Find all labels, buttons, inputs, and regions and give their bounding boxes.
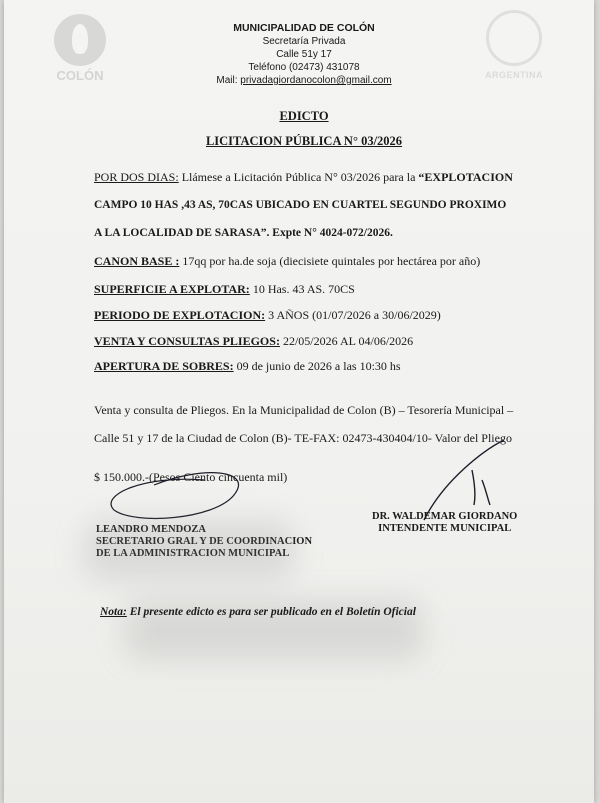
sales-line-3: $ 150.000.-(Pesos Ciento cincuenta mil) — [94, 470, 288, 484]
address: Calle 51y 17 — [276, 49, 332, 60]
intro-line-2: CAMPO 10 HAS ,43 AS, 70CAS UBICADO EN CUARTEL SEGUNDO PROXIMO — [94, 199, 507, 211]
signer-role: SECRETARIO GRAL Y DE COORDINACION — [96, 536, 313, 547]
field-label: VENTA Y CONSULTAS PLIEGOS: — [94, 334, 280, 348]
note-text: El presente edicto es para ser publicado en el Boletín Oficial — [126, 606, 416, 618]
field-label: APERTURA DE SOBRES: — [94, 359, 234, 373]
signer-role: DE LA ADMINISTRACION MUNICIPAL — [96, 548, 290, 559]
field-label: CANON BASE : — [94, 254, 180, 268]
field-value: 3 AÑOS (01/07/2026 a 30/06/2029) — [265, 308, 441, 322]
note — [100, 606, 416, 618]
licitacion-title: LICITACION PÚBLICA N° 03/2026 — [205, 134, 403, 148]
intro-lead-label: POR DOS DIAS: — [94, 170, 179, 184]
field-value: 10 Has. 43 AS. 70CS — [249, 282, 355, 296]
department: Secretaría Privada — [262, 36, 346, 47]
signature-strokes — [4, 0, 594, 803]
logo-caption-right: ARGENTINA — [485, 70, 543, 80]
left-signature-icon — [111, 473, 238, 519]
signature-right — [372, 511, 517, 535]
sales-line-2: Calle 51 y 17 de la Ciudad de Colon (B)- TE-FAX: 02473-430404/10- Valor del Pliego — [94, 431, 512, 445]
signer-role: INTENDENTE MUNICIPAL — [378, 523, 512, 534]
intro-bold: “EXPLOTACION — [418, 170, 513, 184]
field-label: SUPERFICIE A EXPLOTAR: — [94, 282, 250, 296]
doc-type-title: EDICTO — [279, 109, 329, 123]
signer-name: DR. WALDEMAR GIORDANO — [372, 511, 518, 522]
signer-name: LEANDRO MENDOZA — [96, 524, 206, 535]
intro-line-3: A LA LOCALIDAD DE SARASA”. Expte N° 4024-072/2026. — [94, 227, 393, 239]
field-value: 09 de junio de 2026 a las 10:30 hs — [233, 359, 401, 373]
field-value: 17qq por ha.de soja (diecisiete quintales por hectárea por año) — [179, 254, 481, 268]
document-page — [4, 0, 594, 803]
phone: Teléfono (02473) 431078 — [248, 62, 360, 73]
right-signature-icon — [424, 440, 504, 520]
note-label: Nota: — [100, 606, 127, 618]
org-name: MUNICIPALIDAD DE COLÓN — [233, 22, 375, 34]
blur-overlay — [84, 520, 294, 580]
mail-label: Mail: — [216, 75, 241, 86]
logo-caption-left: COLÓN — [56, 68, 104, 83]
sales-line-1: Venta y consulta de Pliegos. En la Municipalidad de Colon (B) – Tesorería Municipal – — [94, 403, 514, 417]
field-label: PERIODO DE EXPLOTACION: — [94, 308, 266, 322]
field-value: 22/05/2026 AL 04/06/2026 — [279, 334, 414, 348]
intro-text: Llámese a Licitación Pública N° 03/2026 para la — [178, 170, 419, 184]
mail-link[interactable]: privadagiordanocolon@gmail.com — [240, 75, 392, 86]
